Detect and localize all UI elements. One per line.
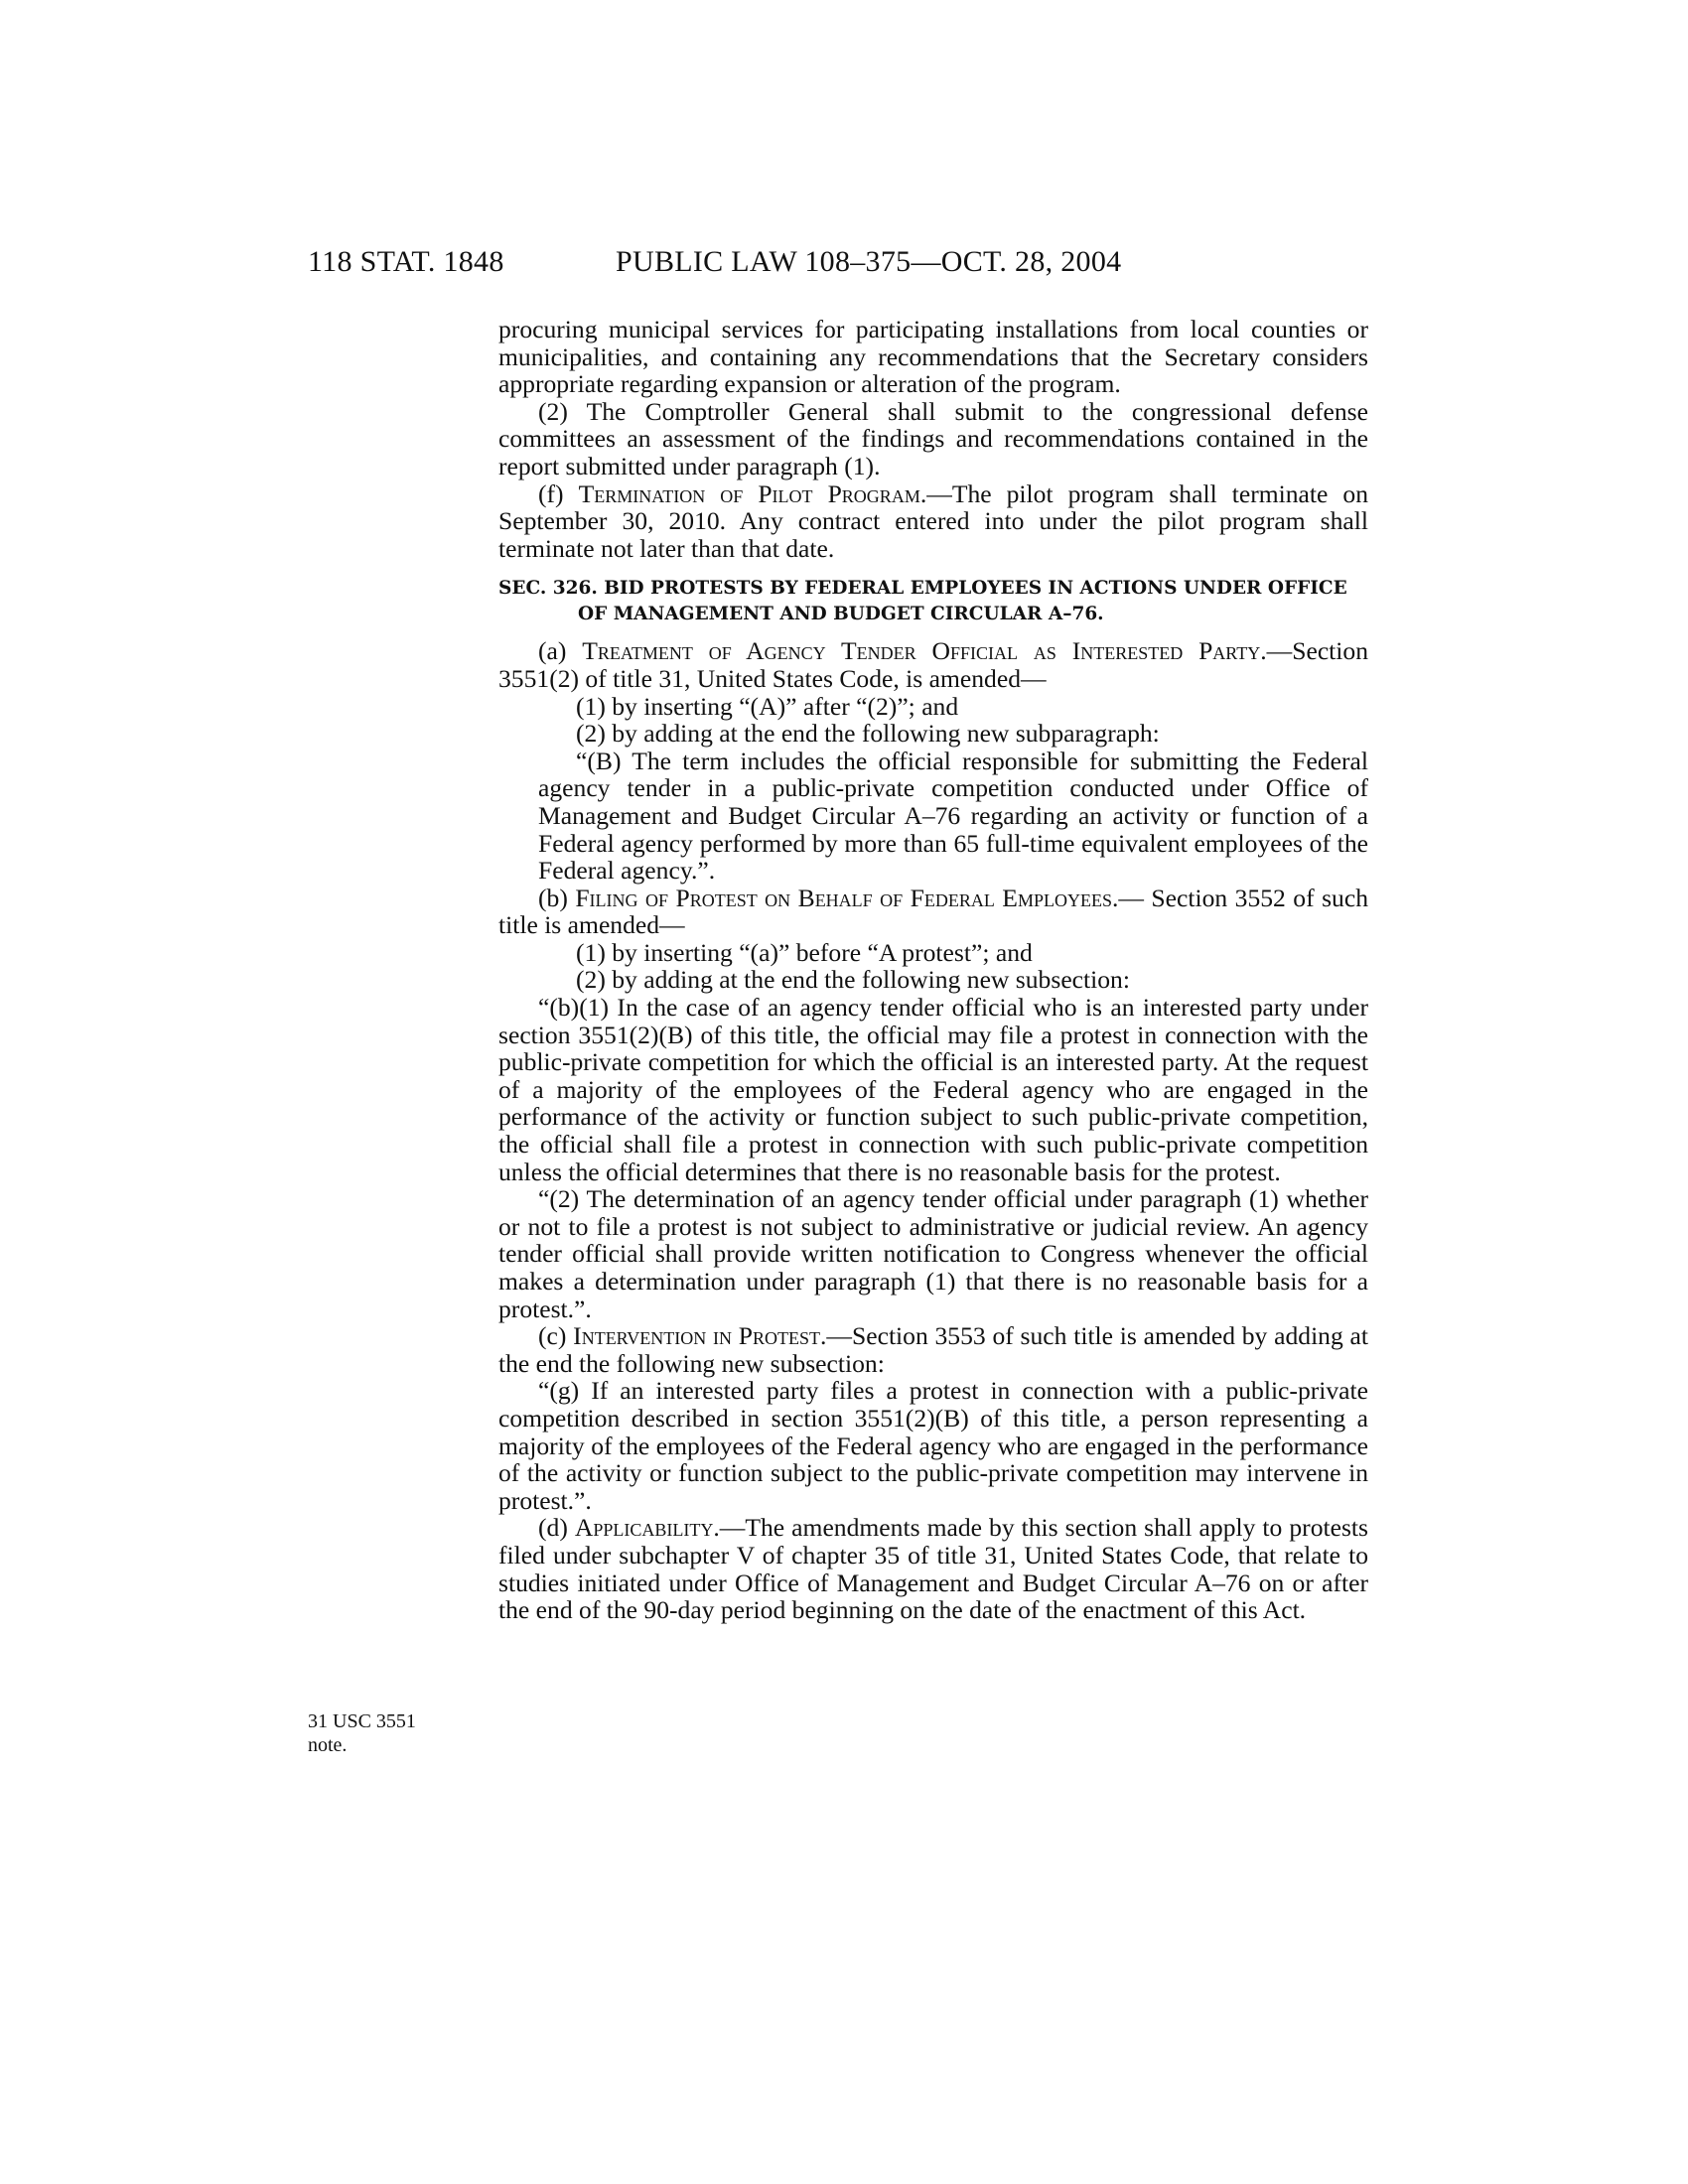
subsection-f-text: —The pilot program shall terminate on September 30, 2010. Any contract entered into under the pilot program shall terminate not later than that date. [498, 478, 1368, 563]
public-law-title: PUBLIC LAW 108–375—OCT. 28, 2004 [616, 245, 1122, 278]
subsection-c-heading: Intervention in Protest. [573, 1321, 827, 1351]
subsection-f-heading: Termination of Pilot Program. [578, 478, 927, 508]
subsection-d-prefix: (d) [538, 1513, 575, 1543]
page-header [0, 245, 1688, 285]
subsection-b-quote-1: “(b)(1) In the case of an agency tender official who is an interested party under section 3551(2)(B) of this title, the official may file a protest in connection with the public-private competition for which the official is an interested party. At the request of a majority of the employees of the Federal agency who are engaged in the performance of the activity or function subject to such public-private competition, the official shall file a protest in connection with such public-private competition unless the official determines that there is no reasonable basis for the protest. [498, 993, 1368, 1186]
subsection-f-prefix: (f) [538, 478, 579, 508]
subsection-a-text: —Section 3551(2) of title 31, United States Code, is amended— [498, 636, 1368, 693]
subsection-b-quote-2: “(2) The determination of an agency tender official under paragraph (1) whether or not to file a protest is not subject to administrative or judicial review. An agency tender official shall provide written notification to Congress whenever the official makes a determination under paragraph (1) that there is no reasonable basis for a protest.”. [498, 1184, 1368, 1323]
subsection-a [498, 637, 1368, 692]
subsection-a-heading: Treatment of Agency Tender Official as Interested Party. [582, 636, 1267, 666]
document-body [498, 316, 1368, 1624]
subsection-b-heading: Filing of Protest on Behalf of Federal Employees. [575, 883, 1119, 912]
subsection-d [498, 1514, 1368, 1623]
paragraph-termination [498, 480, 1368, 563]
subsection-d-heading: Applicability. [574, 1513, 720, 1543]
margin-note-citation: 31 USC 3551 [308, 1710, 416, 1732]
subsection-b [498, 885, 1368, 939]
subsection-b-text: — Section 3552 of such title is amended— [498, 883, 1368, 940]
paragraph-continuation: procuring municipal services for participating installations from local counties or municipalities, and containing any recommendations that the Secretary considers appropriate regarding expansion or alteration of the program. [498, 315, 1368, 399]
subsection-a-item-1: (1) by inserting “(A)” after “(2)”; and [576, 691, 959, 721]
subsection-a-prefix: (a) [538, 636, 583, 666]
margin-note-label: note. [308, 1734, 348, 1756]
subsection-d-text: —The amendments made by this section shall apply to protests filed under subchapter V of chapter 35 of title 31, United States Code, that relate to studies initiated under Office of Management and Budget Circular A–76 on or after the end of the 90-day period beginning on the date of the enactment of this Act. [498, 1513, 1368, 1625]
subsection-c [498, 1322, 1368, 1377]
subsection-c-quote: “(g) If an interested party files a protest in connection with a public-private competition described in section 3551(2)(B) of this title, a person representing a majority of the employees of the Federal agency who are engaged in the performance of the activity or function subject to the public-private competition may intervene in protest.”. [498, 1376, 1368, 1515]
subsection-a-quote: “(B) The term includes the official responsible for submitting the Federal agency tender in a public-private competition conducted under Office of Management and Budget Circular A–76 regarding an activity or function of a Federal agency performed by more than 65 full-time equivalent employees of the Federal agency.”. [538, 746, 1368, 886]
subsection-b-prefix: (b) [538, 883, 576, 912]
subsection-b-item-1: (1) by inserting “(a)” before “A protest”; and [576, 937, 1033, 967]
subsection-c-text: —Section 3553 of such title is amended by adding at the end the following new subsection: [498, 1321, 1369, 1378]
margin-note [308, 1709, 416, 1757]
subsection-c-prefix: (c) [538, 1321, 574, 1351]
subsection-b-item-2: (2) by adding at the end the following new subsection: [576, 965, 1130, 995]
paragraph-comptroller: (2) The Comptroller General shall submit to the congressional defense committees an assessment of the findings and recommendations contained in the report submitted under paragraph (1). [498, 396, 1368, 480]
section-heading: SEC. 326. BID PROTESTS BY FEDERAL EMPLOYEES IN ACTIONS UNDER OFFICE OF MANAGEMENT AND BUDGET CIRCULAR A–76. [498, 578, 1347, 625]
subsection-a-quote-block [498, 748, 1368, 885]
statute-page-number: 118 STAT. 1848 [308, 245, 504, 278]
subsection-a-item-2: (2) by adding at the end the following new subparagraph: [576, 719, 1160, 749]
